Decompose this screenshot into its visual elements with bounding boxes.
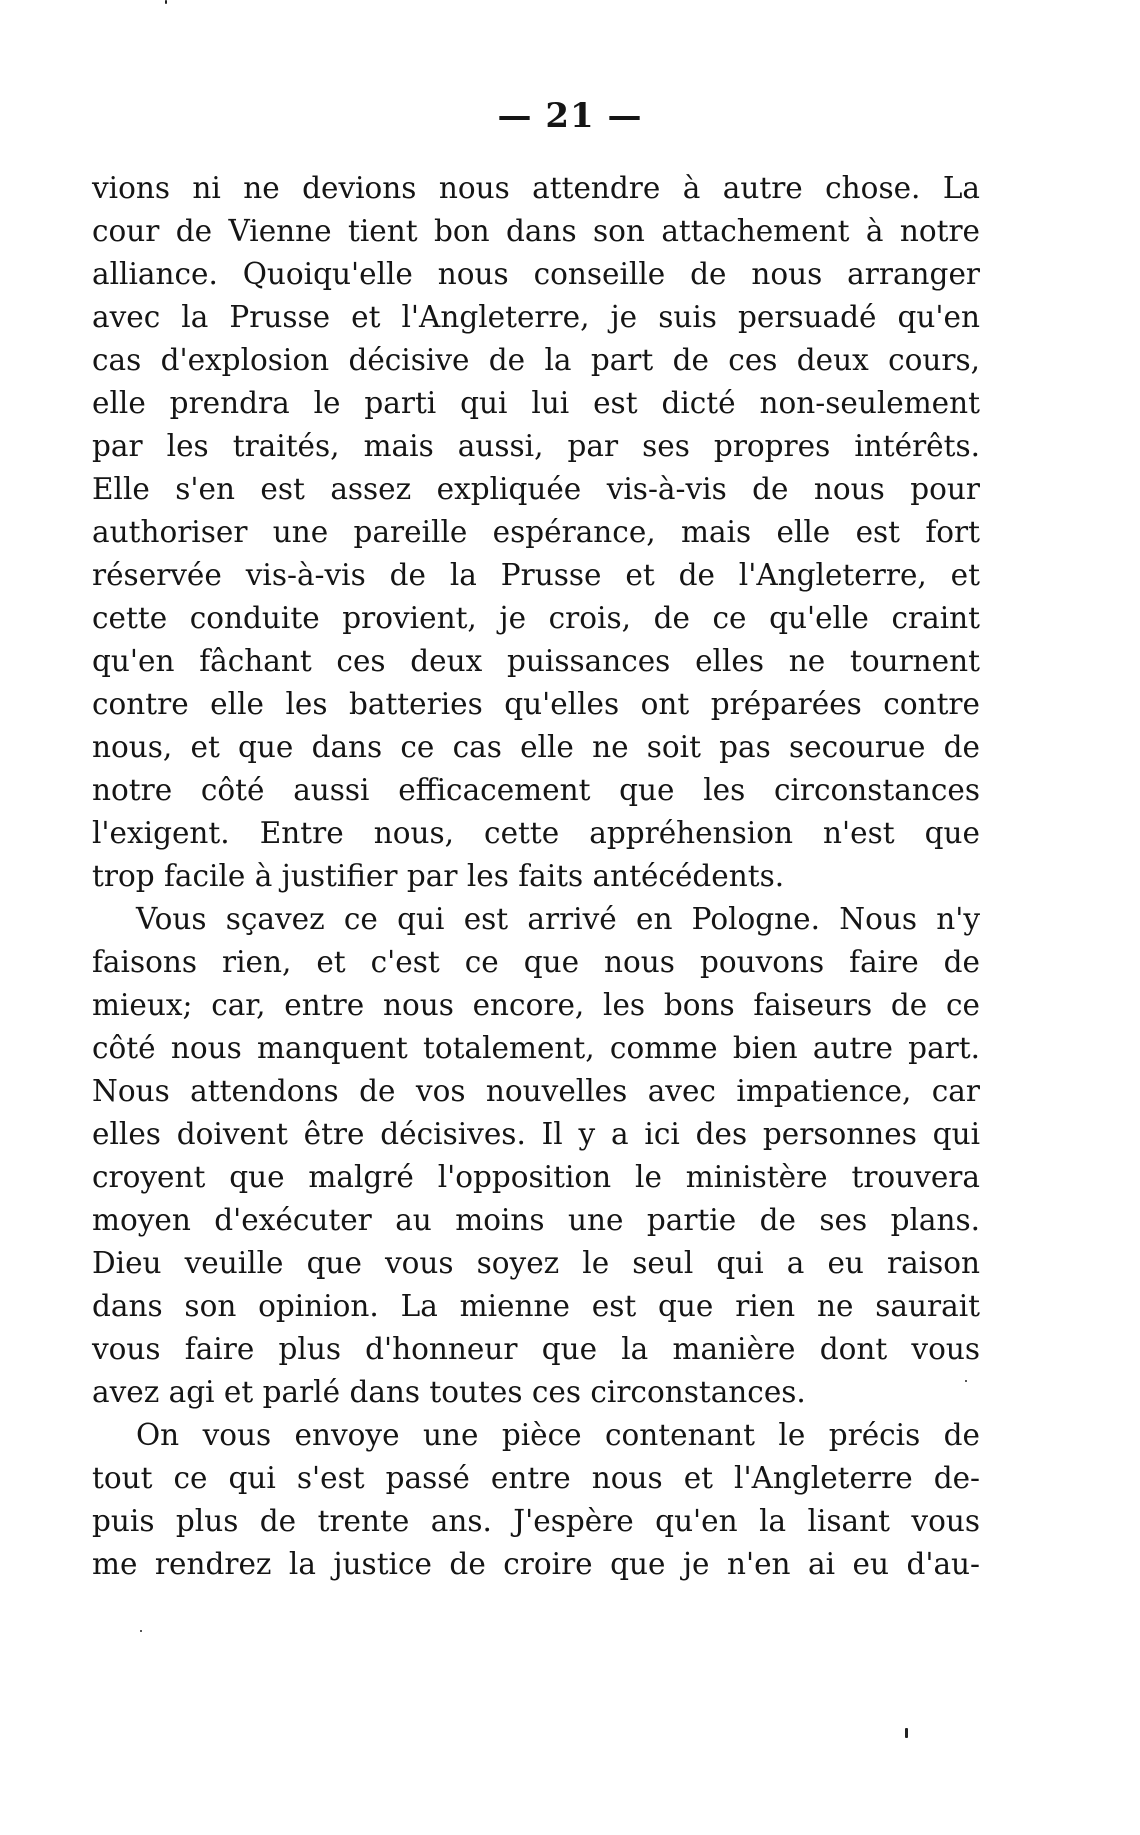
text-line: vous faire plus d'honneur que la manière dont vous [92, 1332, 980, 1366]
text-line: nous, et que dans ce cas elle ne soit pas secourue de [92, 730, 980, 764]
text-line: trop facile à justifier par les faits antécédents. [92, 859, 785, 893]
text-line: Dieu veuille que vous soyez le seul qui a eu raison [92, 1246, 980, 1280]
text-line: dans son opinion. La mienne est que rien ne saurait [92, 1289, 980, 1323]
text-line: elle prendra le parti qui lui est dicté non-seulement [92, 386, 980, 420]
text-line: cas d'explosion décisive de la part de ces deux cours, [92, 343, 980, 377]
text-line: cour de Vienne tient bon dans son attachement à notre [92, 214, 980, 248]
text-line: croyent que malgré l'opposition le ministère trouvera [92, 1160, 980, 1194]
text-line: moyen d'exécuter au moins une partie de ses plans. [92, 1203, 980, 1237]
text-line: elles doivent être décisives. Il y a ici des personnes qui [92, 1117, 980, 1151]
text-line: avez agi et parlé dans toutes ces circonstances. [92, 1375, 806, 1409]
text-line: côté nous manquent totalement, comme bien autre part. [92, 1031, 980, 1065]
text-line: réservée vis-à-vis de la Prusse et de l'Angleterre, et [92, 558, 980, 592]
scan-speck [140, 1630, 142, 1632]
text-line: qu'en fâchant ces deux puissances elles ne tournent [92, 644, 980, 678]
text-line: avec la Prusse et l'Angleterre, je suis persuadé qu'en [92, 300, 980, 334]
text-line: cette conduite provient, je crois, de ce qu'elle craint [92, 601, 980, 635]
text-line: On vous envoye une pièce contenant le précis de [136, 1418, 980, 1452]
text-line: me rendrez la justice de croire que je n'en ai eu d'au- [92, 1547, 980, 1581]
text-line: Nous attendons de vos nouvelles avec impatience, car [92, 1074, 980, 1108]
text-line: mieux; car, entre nous encore, les bons faiseurs de ce [92, 988, 980, 1022]
text-line: Vous sçavez ce qui est arrivé en Pologne. Nous n'y [136, 902, 980, 936]
text-line: faisons rien, et c'est ce que nous pouvons faire de [92, 945, 980, 979]
text-line: par les traités, mais aussi, par ses propres intérêts. [92, 429, 980, 463]
scan-speck [905, 1728, 908, 1738]
scan-speck [165, 0, 167, 4]
text-line: notre côté aussi efficacement que les circonstances [92, 773, 980, 807]
text-line: l'exigent. Entre nous, cette appréhension n'est que [92, 816, 980, 850]
text-line: vions ni ne devions nous attendre à autre chose. La [92, 171, 980, 205]
text-line: contre elle les batteries qu'elles ont préparées contre [92, 687, 980, 721]
page-number: — 21 — [497, 96, 643, 136]
text-line: puis plus de trente ans. J'espère qu'en la lisant vous [92, 1504, 980, 1538]
text-line: tout ce qui s'est passé entre nous et l'Angleterre de- [92, 1461, 980, 1495]
text-line: Elle s'en est assez expliquée vis-à-vis de nous pour [92, 472, 980, 506]
scan-speck [965, 1380, 967, 1382]
text-line: alliance. Quoiqu'elle nous conseille de nous arranger [92, 257, 980, 291]
text-line: authoriser une pareille espérance, mais elle est fort [92, 515, 980, 549]
